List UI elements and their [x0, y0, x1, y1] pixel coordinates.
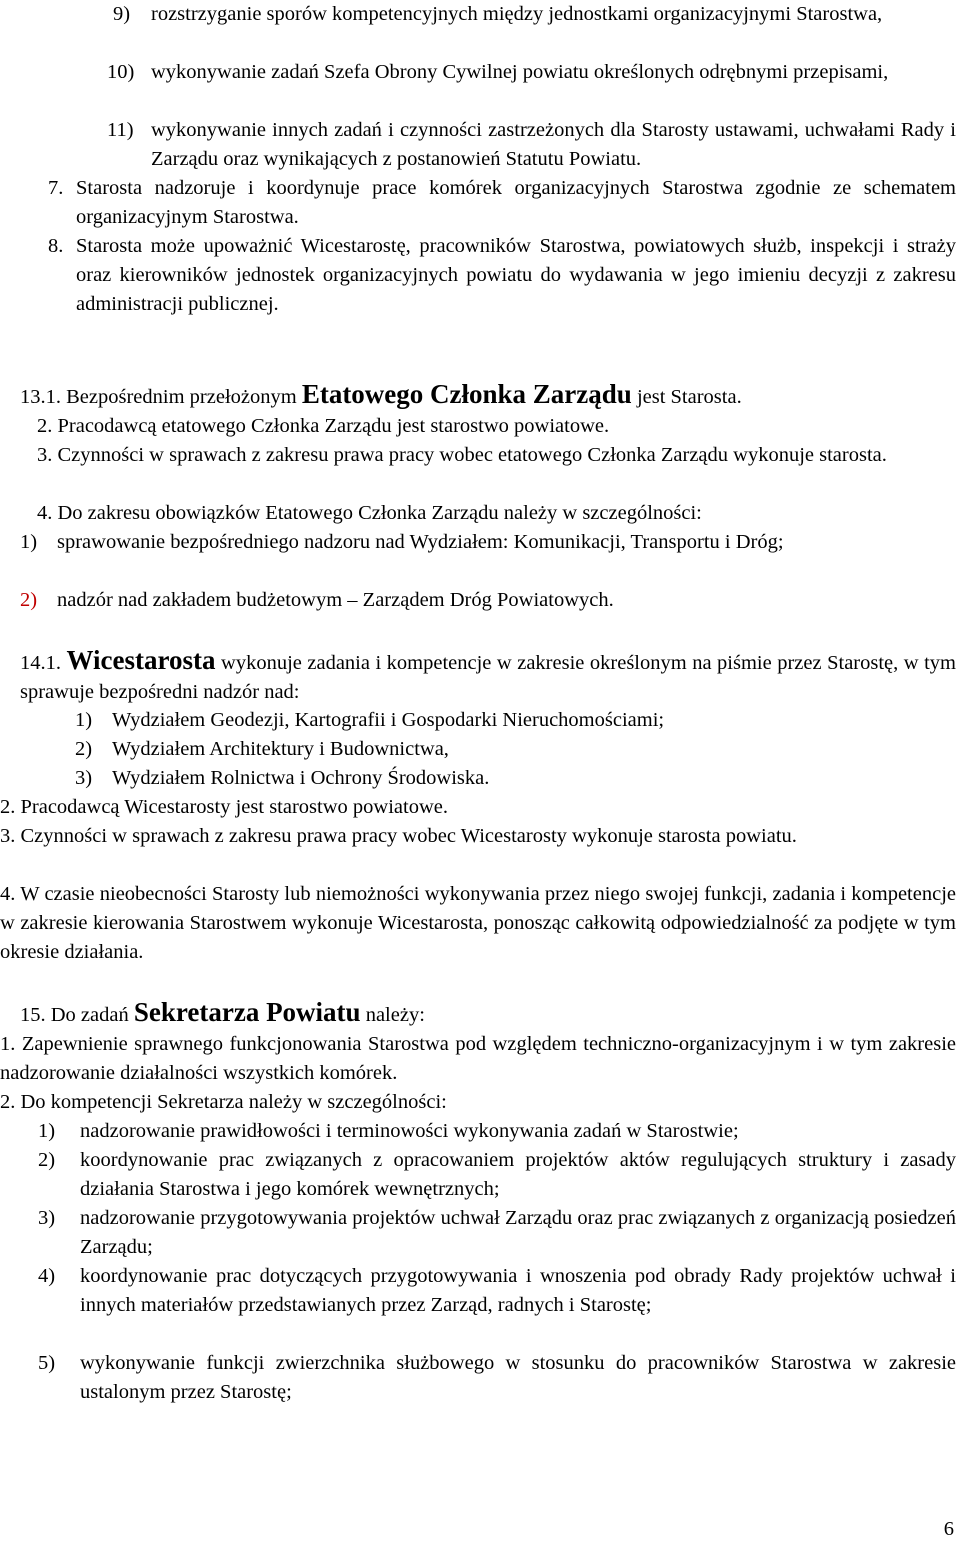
- item-number: 2): [38, 1149, 56, 1171]
- role-title: Sekretarza Powiatu: [133, 997, 361, 1027]
- list-item-10: [107, 58, 956, 87]
- section-15-item-2: [38, 1146, 956, 1204]
- section-15-p2: 1. Zapewnienie sprawnego funkcjonowania Starostwa pod względem techniczno-organizacyjnym i w tym zakresie nadzorowanie działalności wszystkich komórek.: [0, 1033, 956, 1084]
- item-number: 2): [75, 738, 93, 760]
- section-13-p4: 4. Do zakresu obowiązków Etatowego Członka Zarządu należy w szczególności:: [37, 502, 702, 524]
- section-14-p4: 4. W czasie nieobecności Starosty lub niemożności wykonywania przez niego swojej funkcji, zadania i kompetencje w zakresie kierowania Starostwem wykonuje Wicestarosta, ponosząc całkowitą odpowiedzialność za podjęte w tym okresie działania.: [0, 883, 956, 963]
- heading-suffix: wykonuje zadania i kompetencje w zakresie określonym na piśmie przez Starostę, w tym sprawuje bezpośredni nadzór nad:: [20, 652, 956, 703]
- section-13-heading: [20, 380, 956, 412]
- item-number: 3): [75, 767, 93, 789]
- heading-prefix: 15. Do zadań: [20, 1004, 134, 1026]
- section-13-p3: 3. Czynności w sprawach z zakresu prawa pracy wobec etatowego Członka Zarządu wykonuje starosta.: [37, 444, 887, 466]
- item-text: nadzór nad zakładem budżetowym – Zarządem Dróg Powiatowych.: [57, 589, 614, 611]
- item-number: 10): [107, 61, 135, 83]
- item-text: koordynowanie prac związanych z opracowaniem projektów aktów regulujących struktury i zasady działania Starostwa i jego komórek wewnętrznych;: [80, 1149, 956, 1200]
- section-14-item-3: [75, 764, 956, 793]
- section-14-p2: 2. Pracodawcą Wicestarosty jest starostwo powiatowe.: [0, 796, 448, 818]
- point-text: Starosta może upoważnić Wicestarostę, pracowników Starostwa, powiatowych służb, inspekcji i straży oraz kierowników jednostek organizacyjnych powiatu do wydawania w jego imieniu decyzji z zakresu administracji publicznej.: [76, 235, 956, 315]
- section-13-p2: 2. Pracodawcą etatowego Członka Zarządu jest starostwo powiatowe.: [37, 415, 610, 437]
- role-title: Wicestarosta: [66, 645, 216, 675]
- item-text: wykonywanie zadań Szefa Obrony Cywilnej powiatu określonych odrębnymi przepisami,: [151, 61, 889, 83]
- item-number: 1): [20, 531, 38, 553]
- item-text: sprawowanie bezpośredniego nadzoru nad Wydziałem: Komunikacji, Transportu i Dróg;: [57, 531, 784, 553]
- item-number: 2): [20, 589, 38, 611]
- item-text: Wydziałem Rolnictwa i Ochrony Środowiska.: [112, 767, 490, 789]
- role-title: Etatowego Członka Zarządu: [301, 379, 632, 409]
- section-15-heading: [0, 998, 956, 1030]
- point-7: [48, 174, 956, 232]
- page-number: 6: [943, 1518, 954, 1540]
- item-text: koordynowanie prac dotyczących przygotowywania i wnoszenia pod obrady Rady projektów uchwał i innych materiałów przedstawianych przez Zarząd, radnych i Starostę;: [80, 1265, 956, 1316]
- item-number: 1): [38, 1120, 56, 1142]
- point-number: 8.: [48, 235, 64, 257]
- item-text: Wydziałem Geodezji, Kartografii i Gospodarki Nieruchomościami;: [112, 709, 665, 731]
- item-number: 3): [38, 1207, 56, 1229]
- section-15-item-5: [38, 1349, 956, 1407]
- section-14-item-1: [75, 706, 956, 735]
- section-15-item-1: [38, 1117, 956, 1146]
- list-item-9: [113, 0, 956, 29]
- section-14-heading: [0, 646, 956, 707]
- item-number: 5): [38, 1352, 56, 1374]
- item-text: wykonywanie funkcji zwierzchnika służbowego w stosunku do pracowników Starostwa w zakresie ustalonym przez Starostę;: [80, 1352, 956, 1403]
- section-14-item-2: [75, 735, 956, 764]
- heading-suffix: jest Starosta.: [631, 386, 742, 408]
- section-13-item-1: [20, 528, 956, 557]
- section-13-item-2: [20, 586, 956, 615]
- item-text: rozstrzyganie sporów kompetencyjnych między jednostkami organizacyjnymi Starostwa,: [151, 3, 883, 25]
- heading-prefix: 13.1. Bezpośrednim przełożonym: [20, 386, 302, 408]
- point-text: Starosta nadzoruje i koordynuje prace komórek organizacyjnych Starostwa zgodnie ze schematem organizacyjnym Starostwa.: [76, 177, 956, 228]
- item-text: nadzorowanie prawidłowości i terminowości wykonywania zadań w Starostwie;: [80, 1120, 739, 1142]
- section-14-p3: 3. Czynności w sprawach z zakresu prawa pracy wobec Wicestarosty wykonuje starosta powiatu.: [0, 825, 797, 847]
- item-text: nadzorowanie przygotowywania projektów uchwał Zarządu oraz prac związanych z organizacją posiedzeń Zarządu;: [80, 1207, 956, 1258]
- section-15-p3: 2. Do kompetencji Sekretarza należy w szczególności:: [0, 1091, 447, 1113]
- item-number: 1): [75, 709, 93, 731]
- item-number: 11): [107, 119, 134, 141]
- point-8: [48, 232, 956, 319]
- list-item-11: [107, 116, 956, 174]
- item-number: 4): [38, 1265, 56, 1287]
- heading-suffix: należy:: [360, 1004, 425, 1026]
- point-number: 7.: [48, 177, 64, 199]
- item-text: Wydziałem Architektury i Budownictwa,: [112, 738, 449, 760]
- item-number: 9): [113, 3, 131, 25]
- item-text: wykonywanie innych zadań i czynności zastrzeżonych dla Starosty ustawami, uchwałami Rady i Zarządu oraz wynikających z postanowień Statutu Powiatu.: [151, 119, 956, 170]
- section-15-item-4: [38, 1262, 956, 1320]
- section-15-item-3: [38, 1204, 956, 1262]
- heading-prefix: 14.1.: [20, 652, 67, 674]
